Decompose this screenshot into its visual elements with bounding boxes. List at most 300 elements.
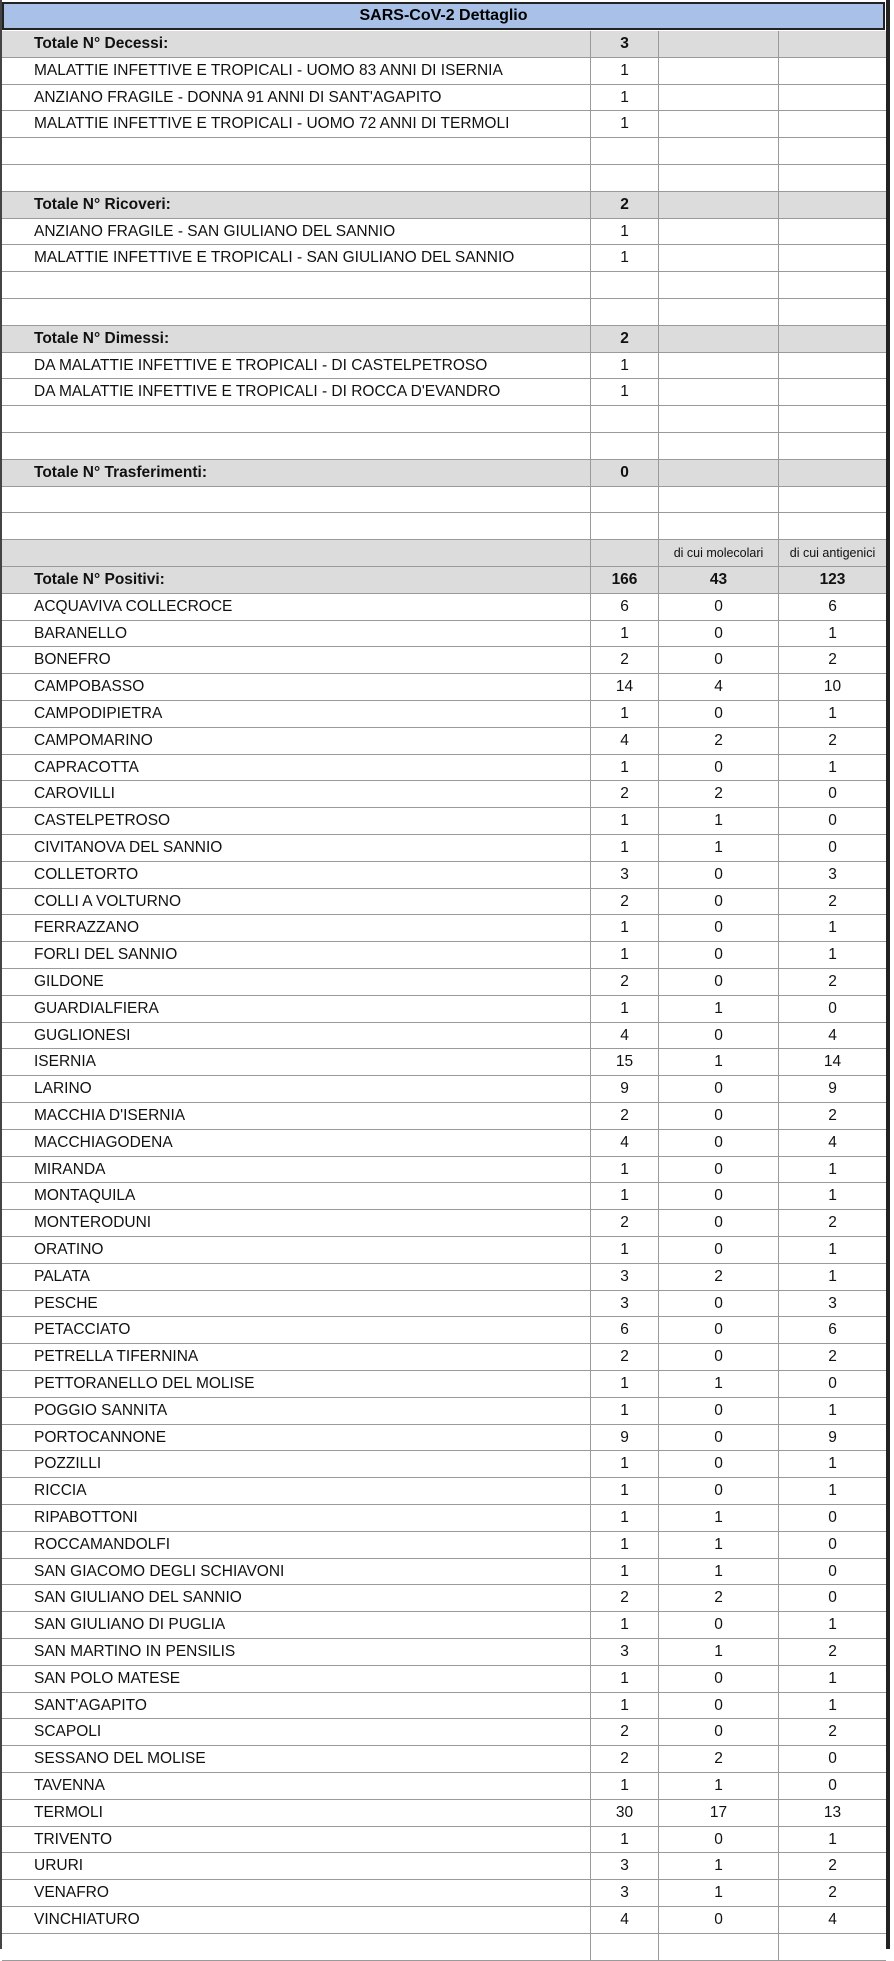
- list-item: [2, 379, 886, 406]
- row-label: Totale N° Decessi:: [34, 35, 169, 52]
- positivi-total-row: [2, 567, 886, 594]
- row-total: 2: [590, 326, 658, 352]
- row-label: FERRAZZANO: [34, 919, 140, 937]
- row-antigenici: [778, 111, 886, 137]
- row-total: 3: [590, 862, 658, 888]
- row-total: 1: [590, 219, 658, 245]
- row-label: VINCHIATURO: [34, 1911, 140, 1928]
- row-antigenici: 0: [778, 1532, 886, 1558]
- table-row: [2, 1023, 886, 1050]
- row-label: [2, 406, 590, 432]
- row-label: TRIVENTO: [34, 1830, 113, 1848]
- row-label: [2, 513, 590, 539]
- row-antigenici: 1: [778, 755, 886, 781]
- row-total: [590, 406, 658, 432]
- row-antigenici: 1: [778, 1693, 886, 1719]
- row-antigenici: [778, 272, 886, 298]
- row-molecolari: [658, 433, 778, 459]
- row-label: CASTELPETROSO: [34, 812, 171, 830]
- row-label: SANT'AGAPITO: [34, 1696, 147, 1714]
- row-antigenici: 1: [778, 1157, 886, 1183]
- blank-row: [2, 299, 886, 326]
- row-total: 0: [590, 460, 658, 486]
- row-antigenici: 0: [778, 1371, 886, 1397]
- row-label: MIRANDA: [34, 1160, 106, 1178]
- table-row: [2, 1076, 886, 1103]
- list-item: [2, 245, 886, 272]
- row-molecolari: [658, 219, 778, 245]
- row-antigenici: [778, 245, 886, 271]
- table-row: [2, 1183, 886, 1210]
- row-antigenici: 0: [778, 1505, 886, 1531]
- row-antigenici: 2: [778, 1719, 886, 1745]
- row-molecolari: 1: [658, 996, 778, 1022]
- section-header: [2, 326, 886, 353]
- row-label: POZZILLI: [34, 1455, 102, 1473]
- table-row: [2, 1639, 886, 1666]
- row-antigenici: di cui antigenici: [778, 540, 886, 566]
- row-total: 1: [590, 1532, 658, 1558]
- row-label: ORATINO: [34, 1241, 104, 1258]
- row-molecolari: 0: [658, 701, 778, 727]
- table-row: [2, 1130, 886, 1157]
- table-row: [2, 1157, 886, 1184]
- row-antigenici: 1: [778, 621, 886, 647]
- row-molecolari: [658, 513, 778, 539]
- table-row: [2, 1719, 886, 1746]
- row-molecolari: di cui molecolari: [658, 540, 778, 566]
- row-molecolari: 0: [658, 1693, 778, 1719]
- row-antigenici: 1: [778, 701, 886, 727]
- row-total: [590, 540, 658, 566]
- table-row: [2, 647, 886, 674]
- blank-row: [2, 513, 886, 540]
- row-label: SAN GIACOMO DEGLI SCHIAVONI: [34, 1562, 285, 1580]
- row-label: CIVITANOVA DEL SANNIO: [34, 839, 223, 856]
- table-row: [2, 942, 886, 969]
- row-label: CAPRACOTTA: [34, 758, 139, 776]
- row-antigenici: 4: [778, 1907, 886, 1933]
- row-molecolari: 0: [658, 1425, 778, 1451]
- column-header-row: [2, 540, 886, 567]
- row-antigenici: 0: [778, 996, 886, 1022]
- row-label: TAVENNA: [34, 1777, 105, 1794]
- row-label: MALATTIE INFETTIVE E TROPICALI - UOMO 72 ANNI DI TERMOLI: [34, 115, 510, 133]
- row-molecolari: 0: [658, 647, 778, 673]
- blank-row: [2, 165, 886, 192]
- row-antigenici: 2: [778, 889, 886, 915]
- row-total: 1: [590, 1505, 658, 1531]
- row-molecolari: 1: [658, 1371, 778, 1397]
- row-label: PETACCIATO: [34, 1321, 131, 1339]
- row-total: 2: [590, 781, 658, 807]
- table-row: [2, 1773, 886, 1800]
- row-label: [2, 165, 590, 191]
- row-total: 15: [590, 1049, 658, 1075]
- table-row: [2, 1505, 886, 1532]
- list-item: [2, 219, 886, 246]
- table-row: [2, 1612, 886, 1639]
- row-total: 1: [590, 1666, 658, 1692]
- row-antigenici: [778, 433, 886, 459]
- row-antigenici: 0: [778, 808, 886, 834]
- row-total: 4: [590, 1907, 658, 1933]
- row-total: 2: [590, 192, 658, 218]
- table-row: [2, 594, 886, 621]
- row-antigenici: 14: [778, 1049, 886, 1075]
- row-label: MALATTIE INFETTIVE E TROPICALI - SAN GIULIANO DEL SANNIO: [34, 249, 515, 267]
- row-molecolari: 0: [658, 1210, 778, 1236]
- row-molecolari: 0: [658, 1076, 778, 1102]
- row-total: 1: [590, 58, 658, 84]
- table-row: [2, 1693, 886, 1720]
- row-total: 2: [590, 1746, 658, 1772]
- row-total: [590, 487, 658, 513]
- row-antigenici: [778, 138, 886, 164]
- row-label: CAROVILLI: [34, 785, 115, 803]
- row-total: 3: [590, 1853, 658, 1879]
- row-total: 30: [590, 1800, 658, 1826]
- row-antigenici: 2: [778, 1210, 886, 1236]
- table-row: [2, 835, 886, 862]
- row-label: GUGLIONESI: [34, 1026, 131, 1044]
- row-total: 1: [590, 835, 658, 861]
- row-total: 1: [590, 701, 658, 727]
- blank-row: [2, 138, 886, 165]
- table-row: [2, 996, 886, 1023]
- row-total: 2: [590, 1103, 658, 1129]
- row-total: 2: [590, 1585, 658, 1611]
- row-label: Totale N° Positivi:: [34, 571, 165, 588]
- row-total: [590, 513, 658, 539]
- row-label: MACCHIA D'ISERNIA: [34, 1107, 186, 1124]
- table-row: [2, 1237, 886, 1264]
- row-antigenici: 0: [778, 1746, 886, 1772]
- table-row: [2, 1425, 886, 1452]
- row-molecolari: 0: [658, 1344, 778, 1370]
- row-label: ANZIANO FRAGILE - SAN GIULIANO DEL SANNIO: [34, 222, 396, 240]
- row-label: CAMPODIPIETRA: [34, 705, 163, 722]
- row-total: 4: [590, 1130, 658, 1156]
- table-row: [2, 1559, 886, 1586]
- table-row: [2, 1291, 886, 1318]
- row-total: 3: [590, 1639, 658, 1665]
- row-antigenici: [778, 85, 886, 111]
- row-label: ANZIANO FRAGILE - DONNA 91 ANNI DI SANT'AGAPITO: [34, 88, 442, 106]
- row-total: 2: [590, 889, 658, 915]
- row-label: SESSANO DEL MOLISE: [34, 1750, 206, 1768]
- row-total: 1: [590, 1773, 658, 1799]
- section-header: [2, 31, 886, 58]
- row-molecolari: [658, 245, 778, 271]
- table-row: [2, 1210, 886, 1237]
- row-molecolari: [658, 487, 778, 513]
- row-total: 1: [590, 353, 658, 379]
- table-row: [2, 862, 886, 889]
- row-total: 1: [590, 942, 658, 968]
- section-header: [2, 192, 886, 219]
- row-molecolari: 2: [658, 728, 778, 754]
- table-row: [2, 728, 886, 755]
- table-row: [2, 781, 886, 808]
- blank-row: [2, 487, 886, 514]
- row-total: 1: [590, 85, 658, 111]
- row-total: 6: [590, 594, 658, 620]
- row-antigenici: 2: [778, 1103, 886, 1129]
- table-row: [2, 1853, 886, 1880]
- row-label: BONEFRO: [34, 651, 111, 669]
- row-antigenici: 9: [778, 1425, 886, 1451]
- row-total: 9: [590, 1425, 658, 1451]
- row-antigenici: [778, 460, 886, 486]
- blank-row: [2, 1934, 886, 1961]
- row-antigenici: [778, 192, 886, 218]
- row-molecolari: 0: [658, 1666, 778, 1692]
- row-molecolari: 0: [658, 1451, 778, 1477]
- table-row: [2, 1585, 886, 1612]
- row-total: 4: [590, 728, 658, 754]
- row-molecolari: 0: [658, 1317, 778, 1343]
- table-row: [2, 808, 886, 835]
- row-antigenici: 1: [778, 1451, 886, 1477]
- row-total: 3: [590, 1291, 658, 1317]
- row-label: LARINO: [34, 1080, 92, 1098]
- row-total: 3: [590, 31, 658, 57]
- row-antigenici: 1: [778, 1827, 886, 1853]
- row-molecolari: 0: [658, 1237, 778, 1263]
- row-antigenici: 0: [778, 1559, 886, 1585]
- row-molecolari: [658, 379, 778, 405]
- row-molecolari: 1: [658, 1559, 778, 1585]
- row-label: TERMOLI: [34, 1803, 103, 1821]
- row-molecolari: [658, 31, 778, 57]
- row-total: 1: [590, 245, 658, 271]
- row-label: PETRELLA TIFERNINA: [34, 1348, 199, 1366]
- row-antigenici: [778, 326, 886, 352]
- row-molecolari: [658, 192, 778, 218]
- row-total: 1: [590, 915, 658, 941]
- row-label: URURI: [34, 1857, 84, 1875]
- row-total: 1: [590, 379, 658, 405]
- row-label: Totale N° Ricoveri:: [34, 195, 171, 213]
- row-molecolari: 2: [658, 781, 778, 807]
- row-label: GUARDIALFIERA: [34, 999, 159, 1017]
- row-antigenici: 2: [778, 728, 886, 754]
- row-molecolari: 0: [658, 1183, 778, 1209]
- row-label: ACQUAVIVA COLLECROCE: [34, 597, 233, 615]
- row-antigenici: 2: [778, 1880, 886, 1906]
- row-molecolari: [658, 353, 778, 379]
- row-label: Totale N° Trasferimenti:: [34, 463, 208, 481]
- row-molecolari: 0: [658, 1291, 778, 1317]
- row-molecolari: 0: [658, 1023, 778, 1049]
- row-label: [2, 138, 590, 164]
- row-antigenici: [778, 379, 886, 405]
- row-total: 14: [590, 674, 658, 700]
- row-molecolari: [658, 326, 778, 352]
- row-molecolari: [658, 58, 778, 84]
- row-antigenici: 4: [778, 1023, 886, 1049]
- row-molecolari: [658, 111, 778, 137]
- row-antigenici: 4: [778, 1130, 886, 1156]
- row-label: SAN MARTINO IN PENSILIS: [34, 1643, 236, 1660]
- row-total: 1: [590, 1237, 658, 1263]
- list-item: [2, 85, 886, 112]
- row-label: PETTORANELLO DEL MOLISE: [34, 1375, 255, 1392]
- row-molecolari: [658, 460, 778, 486]
- row-molecolari: 17: [658, 1800, 778, 1826]
- row-antigenici: 1: [778, 1264, 886, 1290]
- row-total: 1: [590, 1371, 658, 1397]
- blank-row: [2, 406, 886, 433]
- row-molecolari: 0: [658, 915, 778, 941]
- row-molecolari: 0: [658, 1103, 778, 1129]
- row-label: RICCIA: [34, 1482, 87, 1500]
- row-antigenici: 2: [778, 969, 886, 995]
- table-row: [2, 1827, 886, 1854]
- row-total: 1: [590, 996, 658, 1022]
- row-antigenici: 1: [778, 942, 886, 968]
- table-row: [2, 969, 886, 996]
- row-total: 3: [590, 1264, 658, 1290]
- row-molecolari: 0: [658, 1907, 778, 1933]
- row-molecolari: 0: [658, 1478, 778, 1504]
- row-label: MALATTIE INFETTIVE E TROPICALI - UOMO 83 ANNI DI ISERNIA: [34, 61, 503, 79]
- row-total: 1: [590, 1451, 658, 1477]
- table-row: [2, 1344, 886, 1371]
- row-molecolari: 0: [658, 1827, 778, 1853]
- row-molecolari: 1: [658, 1880, 778, 1906]
- row-total: 1: [590, 1612, 658, 1638]
- row-antigenici: 2: [778, 1853, 886, 1879]
- row-molecolari: 1: [658, 1639, 778, 1665]
- row-antigenici: [778, 353, 886, 379]
- row-antigenici: 1: [778, 1612, 886, 1638]
- row-total: [590, 433, 658, 459]
- row-molecolari: 0: [658, 1719, 778, 1745]
- row-antigenici: 0: [778, 1773, 886, 1799]
- table-row: [2, 1103, 886, 1130]
- row-molecolari: [658, 85, 778, 111]
- table-row: [2, 1398, 886, 1425]
- row-molecolari: 2: [658, 1746, 778, 1772]
- row-label: SAN POLO MATESE: [34, 1669, 181, 1687]
- row-label: CAMPOBASSO: [34, 678, 145, 696]
- row-antigenici: 123: [778, 567, 886, 593]
- row-total: 166: [590, 567, 658, 593]
- row-antigenici: 2: [778, 647, 886, 673]
- row-molecolari: 0: [658, 1612, 778, 1638]
- table-row: [2, 1800, 886, 1827]
- blank-row: [2, 272, 886, 299]
- row-antigenici: 1: [778, 1183, 886, 1209]
- row-molecolari: 1: [658, 808, 778, 834]
- table-row: [2, 1478, 886, 1505]
- row-total: [590, 138, 658, 164]
- row-label: SAN GIULIANO DI PUGLIA: [34, 1616, 226, 1634]
- table-row: [2, 755, 886, 782]
- row-antigenici: [778, 31, 886, 57]
- row-molecolari: 1: [658, 1532, 778, 1558]
- table-row: [2, 1317, 886, 1344]
- table-row: [2, 1880, 886, 1907]
- row-label: MONTERODUNI: [34, 1214, 152, 1232]
- row-total: 1: [590, 808, 658, 834]
- row-label: POGGIO SANNITA: [34, 1401, 168, 1419]
- row-label: FORLI DEL SANNIO: [34, 946, 178, 964]
- row-total: 2: [590, 647, 658, 673]
- row-antigenici: [778, 487, 886, 513]
- row-molecolari: 0: [658, 862, 778, 888]
- row-total: 2: [590, 1210, 658, 1236]
- row-antigenici: [778, 58, 886, 84]
- row-label: PESCHE: [34, 1294, 98, 1312]
- right-border: [886, 0, 890, 1949]
- row-label: RIPABOTTONI: [34, 1509, 138, 1526]
- row-total: 1: [590, 621, 658, 647]
- row-label: COLLETORTO: [34, 865, 139, 883]
- row-molecolari: 1: [658, 1049, 778, 1075]
- row-molecolari: 0: [658, 755, 778, 781]
- row-total: 3: [590, 1880, 658, 1906]
- row-total: [590, 165, 658, 191]
- row-total: 1: [590, 1183, 658, 1209]
- row-label: [2, 487, 590, 513]
- row-molecolari: 2: [658, 1585, 778, 1611]
- row-molecolari: 0: [658, 1398, 778, 1424]
- table-row: [2, 1264, 886, 1291]
- row-label: Totale N° Dimessi:: [34, 329, 170, 347]
- table-row: [2, 1451, 886, 1478]
- sheet-title: SARS-CoV-2 Dettaglio: [2, 2, 885, 30]
- row-antigenici: [778, 299, 886, 325]
- row-molecolari: 43: [658, 567, 778, 593]
- row-label: [2, 1934, 590, 1960]
- row-total: 4: [590, 1023, 658, 1049]
- table-row: [2, 1532, 886, 1559]
- row-label: DA MALATTIE INFETTIVE E TROPICALI - DI CASTELPETROSO: [34, 356, 488, 374]
- row-antigenici: 1: [778, 1666, 886, 1692]
- row-label: PORTOCANNONE: [34, 1428, 167, 1446]
- row-antigenici: 2: [778, 1344, 886, 1370]
- row-antigenici: 1: [778, 915, 886, 941]
- row-total: 1: [590, 1827, 658, 1853]
- row-label: VENAFRO: [34, 1884, 109, 1902]
- table-row: [2, 889, 886, 916]
- table-row: [2, 701, 886, 728]
- row-total: 9: [590, 1076, 658, 1102]
- row-label: PALATA: [34, 1267, 90, 1285]
- row-molecolari: 1: [658, 1773, 778, 1799]
- row-molecolari: 0: [658, 1130, 778, 1156]
- row-antigenici: [778, 513, 886, 539]
- row-antigenici: 2: [778, 1639, 886, 1665]
- table-row: [2, 1049, 886, 1076]
- row-label: BARANELLO: [34, 624, 128, 642]
- row-antigenici: 0: [778, 781, 886, 807]
- table-row: [2, 621, 886, 648]
- row-antigenici: [778, 406, 886, 432]
- row-molecolari: 4: [658, 674, 778, 700]
- row-molecolari: [658, 406, 778, 432]
- row-antigenici: [778, 219, 886, 245]
- row-total: 1: [590, 1693, 658, 1719]
- row-molecolari: [658, 299, 778, 325]
- row-antigenici: 1: [778, 1398, 886, 1424]
- row-molecolari: 0: [658, 1157, 778, 1183]
- row-antigenici: 0: [778, 835, 886, 861]
- row-antigenici: 3: [778, 862, 886, 888]
